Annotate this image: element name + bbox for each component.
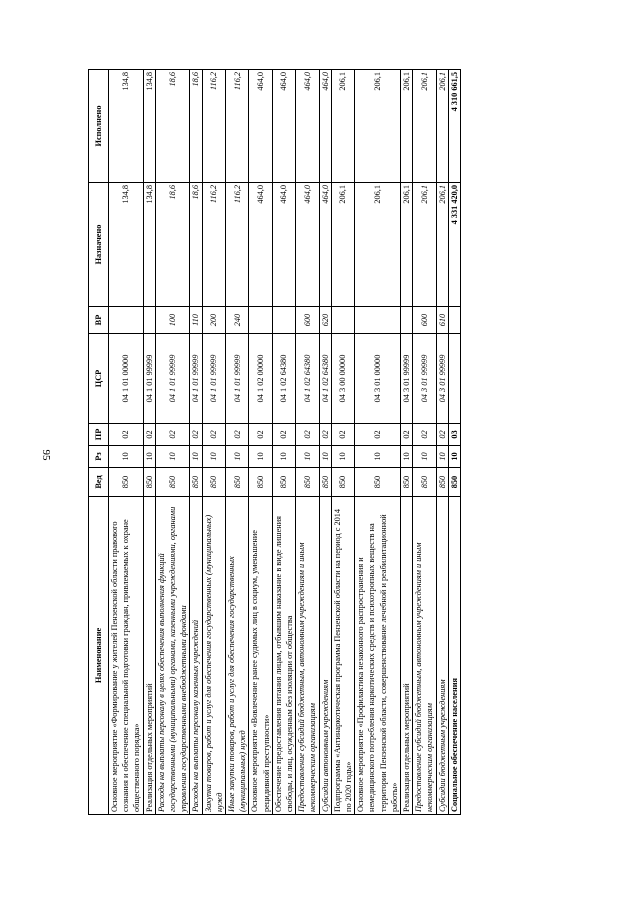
cell-assigned: 206,1 [331, 183, 354, 307]
cell-name: Подпрограмма «Антинаркотическая программа Пензенской области на период с 2014 по 2020 годы» [331, 497, 354, 815]
cell-executed: 206,1 [401, 70, 413, 183]
cell-ved: 850 [296, 468, 319, 497]
page-number: 95 [40, 449, 52, 461]
cell-executed: 206,1 [331, 70, 354, 183]
cell-csr: 04 1 01 99999 [155, 334, 190, 424]
cell-name: Предоставление субсидий бюджетным, автономным учреждениям и иным некоммерческим организациям [296, 497, 319, 815]
cell-assigned: 116,2 [202, 183, 225, 307]
cell-assigned: 206,1 [355, 183, 401, 307]
cell-ved: 850 [413, 468, 436, 497]
cell-pr: 02 [319, 424, 331, 446]
cell-csr [448, 334, 460, 424]
cell-vr: 100 [155, 307, 190, 334]
cell-executed: 464,0 [296, 70, 319, 183]
table-row [190, 70, 202, 815]
cell-assigned: 18,6 [155, 183, 190, 307]
cell-vr: 610 [436, 307, 448, 334]
cell-assigned: 206,1 [436, 183, 448, 307]
table-row [319, 70, 331, 815]
cell-vr [331, 307, 354, 334]
cell-pr: 02 [436, 424, 448, 446]
cell-executed: 464,0 [319, 70, 331, 183]
table-row [202, 70, 225, 815]
cell-ved: 850 [436, 468, 448, 497]
cell-ved: 850 [401, 468, 413, 497]
cell-rz: 10 [143, 446, 155, 468]
cell-executed: 18,6 [155, 70, 190, 183]
cell-vr: 600 [413, 307, 436, 334]
cell-csr: 04 1 02 64380 [296, 334, 319, 424]
cell-ved: 850 [202, 468, 225, 497]
table-row [355, 70, 401, 815]
table-row [401, 70, 413, 815]
table-row [226, 70, 249, 815]
cell-name: Реализация отдельных мероприятий [143, 497, 155, 815]
cell-executed: 206,1 [436, 70, 448, 183]
cell-assigned: 464,0 [319, 183, 331, 307]
cell-rz: 10 [319, 446, 331, 468]
cell-csr: 04 1 01 99999 [190, 334, 202, 424]
cell-name: Основное мероприятие «Профилактика незаконного распространения и немедицинского потребления наркотических средств и психотропных веществ на территории Пензенской области, совершенствование лечебной и реабилитационной работы» [355, 497, 401, 815]
cell-rz: 10 [155, 446, 190, 468]
cell-assigned: 134,8 [143, 183, 155, 307]
rotated-table-container [88, 70, 563, 815]
cell-name: Расходы на выплаты персоналу казенных учреждений [190, 497, 202, 815]
cell-name: Реализация отдельных мероприятий [401, 497, 413, 815]
cell-vr: 110 [190, 307, 202, 334]
cell-ved: 850 [355, 468, 401, 497]
cell-executed: 206,1 [413, 70, 436, 183]
cell-executed: 464,0 [249, 70, 272, 183]
cell-assigned: 206,1 [401, 183, 413, 307]
cell-name: Основное мероприятие «Вовлечение ранее судимых лиц в социум, уменьшение рецидивной преступности» [249, 497, 272, 815]
cell-assigned: 4 331 420,0 [448, 183, 460, 307]
cell-name: Предоставление субсидий бюджетным, автономным учреждениям и иным некоммерческим организациям [413, 497, 436, 815]
cell-vr: 200 [202, 307, 225, 334]
cell-ved: 850 [226, 468, 249, 497]
total-row [448, 70, 460, 815]
cell-csr: 04 1 01 99999 [202, 334, 225, 424]
cell-vr [249, 307, 272, 334]
cell-name: Закупка товаров, работ и услуг для обеспечения государственных (муниципальных) нужд [202, 497, 225, 815]
cell-assigned: 134,8 [109, 183, 144, 307]
cell-assigned: 116,2 [226, 183, 249, 307]
cell-name: Расходы на выплаты персоналу в целях обеспечения выполнения функций государственными (муниципальными) органами, казенными учреждениями, органами управления государственными внебюджетными фондами [155, 497, 190, 815]
cell-vr [109, 307, 144, 334]
cell-executed: 206,1 [355, 70, 401, 183]
cell-rz: 10 [249, 446, 272, 468]
cell-pr: 02 [272, 424, 295, 446]
cell-csr: 04 1 01 00000 [109, 334, 144, 424]
cell-pr: 02 [355, 424, 401, 446]
cell-vr: 240 [226, 307, 249, 334]
cell-vr: 620 [319, 307, 331, 334]
header-rz: Рз [89, 446, 109, 468]
cell-csr: 04 1 02 64380 [319, 334, 331, 424]
cell-ved: 850 [249, 468, 272, 497]
cell-rz: 10 [226, 446, 249, 468]
cell-csr: 04 3 01 99999 [401, 334, 413, 424]
cell-ved: 850 [272, 468, 295, 497]
table-row [413, 70, 436, 815]
cell-ved: 850 [190, 468, 202, 497]
cell-name: Обеспечение предоставления питания лицам, отбывшим наказание в виде лишения свободы, и лиц, осужденным без изоляции от общества [272, 497, 295, 815]
cell-executed: 464,0 [272, 70, 295, 183]
cell-name: Субсидии автономным учреждениям [319, 497, 331, 815]
cell-executed: 134,8 [143, 70, 155, 183]
table-row [109, 70, 144, 815]
cell-rz: 10 [296, 446, 319, 468]
cell-csr: 04 1 02 64380 [272, 334, 295, 424]
cell-pr: 03 [448, 424, 460, 446]
cell-pr: 02 [202, 424, 225, 446]
cell-rz: 10 [109, 446, 144, 468]
cell-ved: 850 [331, 468, 354, 497]
cell-assigned: 464,0 [272, 183, 295, 307]
budget-execution-table [88, 69, 461, 815]
table-row [272, 70, 295, 815]
cell-ved: 850 [448, 468, 460, 497]
cell-vr [355, 307, 401, 334]
cell-pr: 02 [413, 424, 436, 446]
cell-assigned: 18,6 [190, 183, 202, 307]
header-pr: ПР [89, 424, 109, 446]
cell-csr: 04 3 01 00000 [355, 334, 401, 424]
cell-ved: 850 [319, 468, 331, 497]
cell-executed: 116,2 [226, 70, 249, 183]
header-vr: ВР [89, 307, 109, 334]
cell-rz: 10 [272, 446, 295, 468]
cell-rz: 10 [413, 446, 436, 468]
cell-vr [448, 307, 460, 334]
table-header-row [89, 70, 109, 815]
cell-executed: 134,8 [109, 70, 144, 183]
cell-ved: 850 [155, 468, 190, 497]
cell-rz: 10 [436, 446, 448, 468]
cell-pr: 02 [109, 424, 144, 446]
cell-rz: 10 [401, 446, 413, 468]
cell-assigned: 464,0 [249, 183, 272, 307]
header-csr: ЦСР [89, 334, 109, 424]
cell-pr: 02 [155, 424, 190, 446]
cell-assigned: 464,0 [296, 183, 319, 307]
table-row [436, 70, 448, 815]
cell-pr: 02 [190, 424, 202, 446]
cell-csr: 04 3 01 99999 [413, 334, 436, 424]
cell-vr [272, 307, 295, 334]
cell-executed: 116,2 [202, 70, 225, 183]
header-name: Наименование [89, 497, 109, 815]
cell-pr: 02 [401, 424, 413, 446]
cell-vr: 600 [296, 307, 319, 334]
cell-pr: 02 [296, 424, 319, 446]
cell-ved: 850 [109, 468, 144, 497]
cell-csr: 04 3 01 99999 [436, 334, 448, 424]
cell-executed: 4 310 661,5 [448, 70, 460, 183]
cell-rz: 10 [202, 446, 225, 468]
table-row [155, 70, 190, 815]
cell-vr [143, 307, 155, 334]
table-row [331, 70, 354, 815]
cell-vr [401, 307, 413, 334]
cell-name: Иные закупки товаров, работ и услуг для обеспечения государственных (муниципальных) нужд [226, 497, 249, 815]
cell-ved: 850 [143, 468, 155, 497]
cell-pr: 02 [249, 424, 272, 446]
header-executed: Исполнено [89, 70, 109, 183]
cell-rz: 10 [331, 446, 354, 468]
cell-pr: 02 [226, 424, 249, 446]
cell-name: Социальное обеспечение населения [448, 497, 460, 815]
cell-pr: 02 [331, 424, 354, 446]
header-assigned: Назначено [89, 183, 109, 307]
cell-csr: 04 1 02 00000 [249, 334, 272, 424]
cell-rz: 10 [190, 446, 202, 468]
cell-executed: 18,6 [190, 70, 202, 183]
cell-csr: 04 1 01 99999 [226, 334, 249, 424]
table-body [109, 70, 461, 815]
table-row [249, 70, 272, 815]
cell-rz: 10 [355, 446, 401, 468]
cell-rz: 10 [448, 446, 460, 468]
cell-csr: 04 1 01 99999 [143, 334, 155, 424]
cell-pr: 02 [143, 424, 155, 446]
table-row [143, 70, 155, 815]
cell-name: Субсидии бюджетным учреждениям [436, 497, 448, 815]
table-row [296, 70, 319, 815]
cell-assigned: 206,1 [413, 183, 436, 307]
header-ved: Вед [89, 468, 109, 497]
cell-name: Основное мероприятие «Формирование у жителей Пензенской области правового сознания и обеспечение специальной подготовки граждан, привлекаемых к охране общественного порядка» [109, 497, 144, 815]
cell-csr: 04 3 00 00000 [331, 334, 354, 424]
